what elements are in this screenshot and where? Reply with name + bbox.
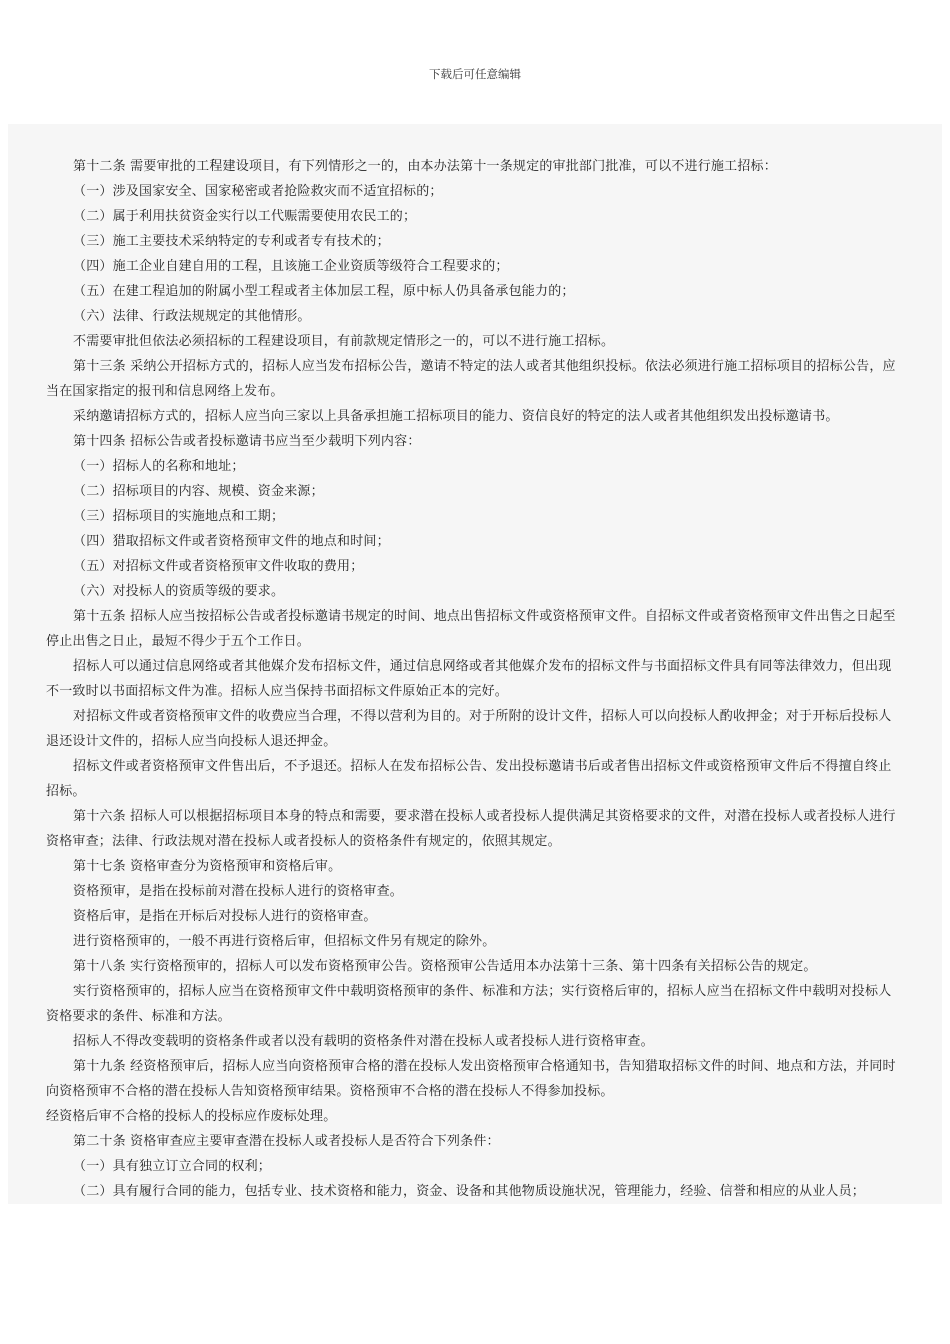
article-paragraph: 对招标文件或者资格预审文件的收费应当合理，不得以营利为目的。对于所附的设计文件，招标人可以向投标人酌收押金；对于开标后投标人退还设计文件的，招标人应当向投标人退还押金。 [46,709,892,749]
article-paragraph: 实行资格预审的，招标人应当在资格预审文件中载明资格预审的条件、标准和方法；实行资格后审的，招标人应当在招标文件中载明对投标人资格要求的条件、标准和方法。 [46,984,892,1024]
article-paragraph: 资格后审，是指在开标后对投标人进行的资格审查。 [73,909,377,924]
list-item-paragraph: （二）具有履行合同的能力，包括专业、技术资格和能力，资金、设备和其他物质设施状况，管理能力，经验、信誉和相应的从业人员； [73,1184,866,1199]
article-paragraph: 第十四条 招标公告或者投标邀请书应当至少载明下列内容： [73,434,421,449]
article-paragraph: 招标人可以通过信息网络或者其他媒介发布招标文件，通过信息网络或者其他媒介发布的招标文件与书面招标文件具有同等法律效力，但出现不一致时以书面招标文件为准。招标人应当保持书面招标文件原始正本的完好。 [46,659,892,699]
article-paragraph: 采纳邀请招标方式的，招标人应当向三家以上具备承担施工招标项目的能力、资信良好的特定的法人或者其他组织发出投标邀请书。 [73,409,839,424]
document-content-panel [8,124,942,1204]
article-paragraph: 第二十条 资格审查应主要审查潜在投标人或者投标人是否符合下列条件： [73,1134,500,1149]
list-item-paragraph: （三）招标项目的实施地点和工期； [73,509,285,524]
article-paragraph: 不需要审批但依法必须招标的工程建设项目，有前款规定情形之一的，可以不进行施工招标。 [73,334,615,349]
article-paragraph: 第十九条 经资格预审后，招标人应当向资格预审合格的潜在投标人发出资格预审合格通知书，告知猎取招标文件的时间、地点和方法，并同时向资格预审不合格的潜在投标人告知资格预审结果。资格预审不合格的潜在投标人不得参加投标。 [46,1059,896,1099]
article-paragraph: 第十八条 实行资格预审的，招标人可以发布资格预审公告。资格预审公告适用本办法第十三条、第十四条有关招标公告的规定。 [73,959,817,974]
list-item-paragraph: （三）施工主要技术采纳特定的专利或者专有技术的； [73,234,390,249]
article-paragraph: 进行资格预审的，一般不再进行资格后审，但招标文件另有规定的除外。 [73,934,496,949]
list-item-paragraph: （五）对招标文件或者资格预审文件收取的费用； [73,559,364,574]
list-item-paragraph: （五）在建工程追加的附属小型工程或者主体加层工程，原中标人仍具备承包能力的； [73,284,575,299]
list-item-paragraph: （二）属于利用扶贫资金实行以工代赈需要使用农民工的； [73,209,417,224]
header-note: 下载后可任意编辑 [429,67,521,81]
list-item-paragraph: （一）具有独立订立合同的权利； [73,1159,272,1174]
article-paragraph: 招标人不得改变载明的资格条件或者以没有载明的资格条件对潜在投标人或者投标人进行资格审查。 [73,1034,654,1049]
article-paragraph: 招标文件或者资格预审文件售出后，不予退还。招标人在发布招标公告、发出投标邀请书后或者售出招标文件或资格预审文件后不得擅自终止招标。 [46,759,892,799]
list-item-paragraph: （二）招标项目的内容、规模、资金来源； [73,484,324,499]
article-paragraph: 第十二条 需要审批的工程建设项目，有下列情形之一的，由本办法第十一条规定的审批部门批准，可以不进行施工招标： [73,159,777,174]
article-paragraph: 第十六条 招标人可以根据招标项目本身的特点和需要，要求潜在投标人或者投标人提供满足其资格要求的文件，对潜在投标人或者投标人进行资格审查；法律、行政法规对潜在投标人或者投标人的资格条件有规定的，依照其规定。 [46,809,896,849]
list-item-paragraph: （六）对投标人的资质等级的要求。 [73,584,285,599]
document-body [8,124,942,1204]
list-item-paragraph: （四）猎取招标文件或者资格预审文件的地点和时间； [73,534,390,549]
list-item-paragraph: （六）法律、行政法规规定的其他情形。 [73,309,311,324]
article-paragraph: 第十五条 招标人应当按招标公告或者投标邀请书规定的时间、地点出售招标文件或资格预审文件。自招标文件或者资格预审文件出售之日起至停止出售之日止，最短不得少于五个工作日。 [46,609,896,649]
list-item-paragraph: （一）招标人的名称和地址； [73,459,245,474]
article-paragraph: 第十七条 资格审查分为资格预审和资格后审。 [73,859,342,874]
article-paragraph: 资格预审，是指在投标前对潜在投标人进行的资格审查。 [73,884,404,899]
article-paragraph: 经资格后审不合格的投标人的投标应作废标处理。 [46,1109,337,1124]
article-paragraph: 第十三条 采纳公开招标方式的，招标人应当发布招标公告，邀请不特定的法人或者其他组织投标。依法必须进行施工招标项目的招标公告，应当在国家指定的报刊和信息网络上发布。 [46,359,896,399]
list-item-paragraph: （一）涉及国家安全、国家秘密或者抢险救灾而不适宜招标的； [73,184,443,199]
list-item-paragraph: （四）施工企业自建自用的工程，且该施工企业资质等级符合工程要求的； [73,259,509,274]
